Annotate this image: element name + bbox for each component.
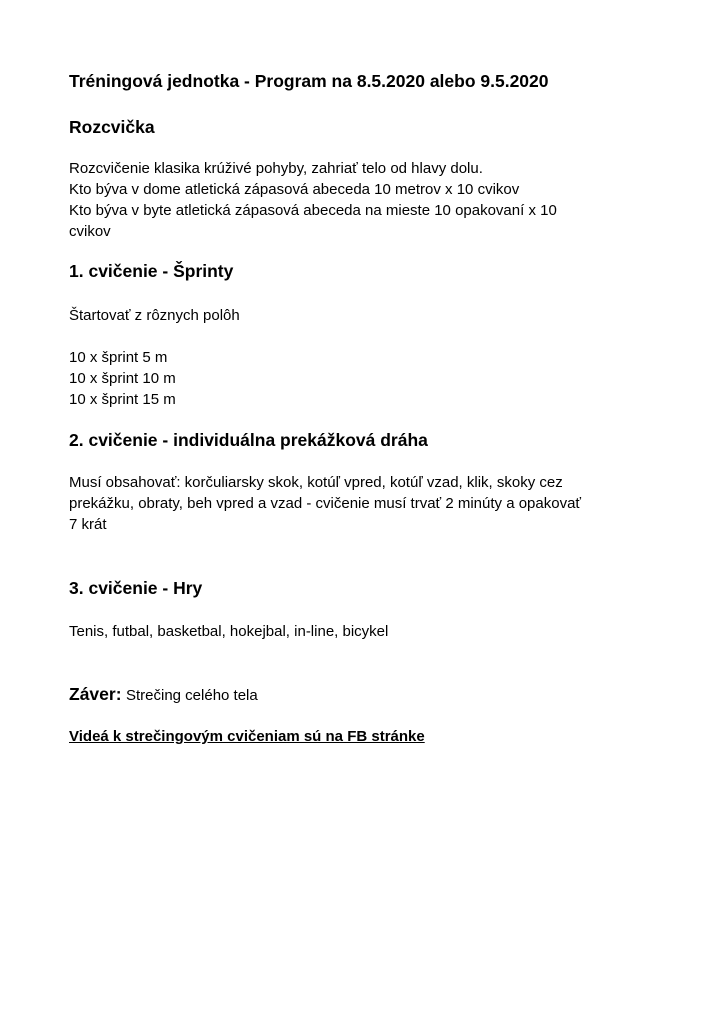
exercise-1-list: [69, 347, 176, 410]
warmup-line: Rozcvičenie klasika krúživé pohyby, zahriať telo od hlavy dolu.: [69, 160, 483, 177]
conclusion-label: Záver:: [69, 684, 122, 704]
sprint-line: 10 x šprint 10 m: [69, 370, 176, 387]
exercise-1-intro: Štartovať z rôznych polôh: [69, 307, 240, 324]
exercise-2-paragraph: [69, 472, 581, 535]
section-heading-exercise-2: 2. cvičenie - individuálna prekážková dráha: [69, 430, 428, 450]
sprint-line: 10 x šprint 5 m: [69, 349, 168, 366]
section-heading-exercise-1: 1. cvičenie - Šprinty: [69, 261, 234, 281]
warmup-line: Kto býva v byte atletická zápasová abeceda na mieste 10 opakovaní x 10: [69, 202, 557, 219]
sprint-line: 10 x šprint 15 m: [69, 391, 176, 408]
exercise-2-line: prekážku, obraty, beh vpred a vzad - cvičenie musí trvať 2 minúty a opakovať: [69, 495, 582, 512]
exercise-2-line: Musí obsahovať: korčuliarsky skok, kotúľ vpred, kotúľ vzad, klik, skoky cez: [69, 474, 563, 491]
warmup-line: Kto býva v dome atletická zápasová abeceda 10 metrov x 10 cvikov: [69, 181, 520, 198]
warmup-paragraph: [69, 158, 557, 242]
exercise-3-text: Tenis, futbal, basketbal, hokejbal, in-line, bicykel: [69, 623, 389, 640]
conclusion-text: Strečing celého tela: [125, 687, 258, 704]
exercise-2-line: 7 krát: [69, 516, 107, 533]
section-heading-exercise-3: 3. cvičenie - Hry: [69, 578, 203, 598]
section-heading-warmup: Rozcvička: [69, 117, 155, 137]
conclusion: [69, 683, 258, 707]
document-title: Tréningová jednotka - Program na 8.5.2020 alebo 9.5.2020: [69, 71, 549, 91]
warmup-line: cvikov: [69, 223, 111, 240]
fb-videos-link[interactable]: Videá k strečingovým cvičeniam sú na FB stránke: [69, 728, 425, 745]
